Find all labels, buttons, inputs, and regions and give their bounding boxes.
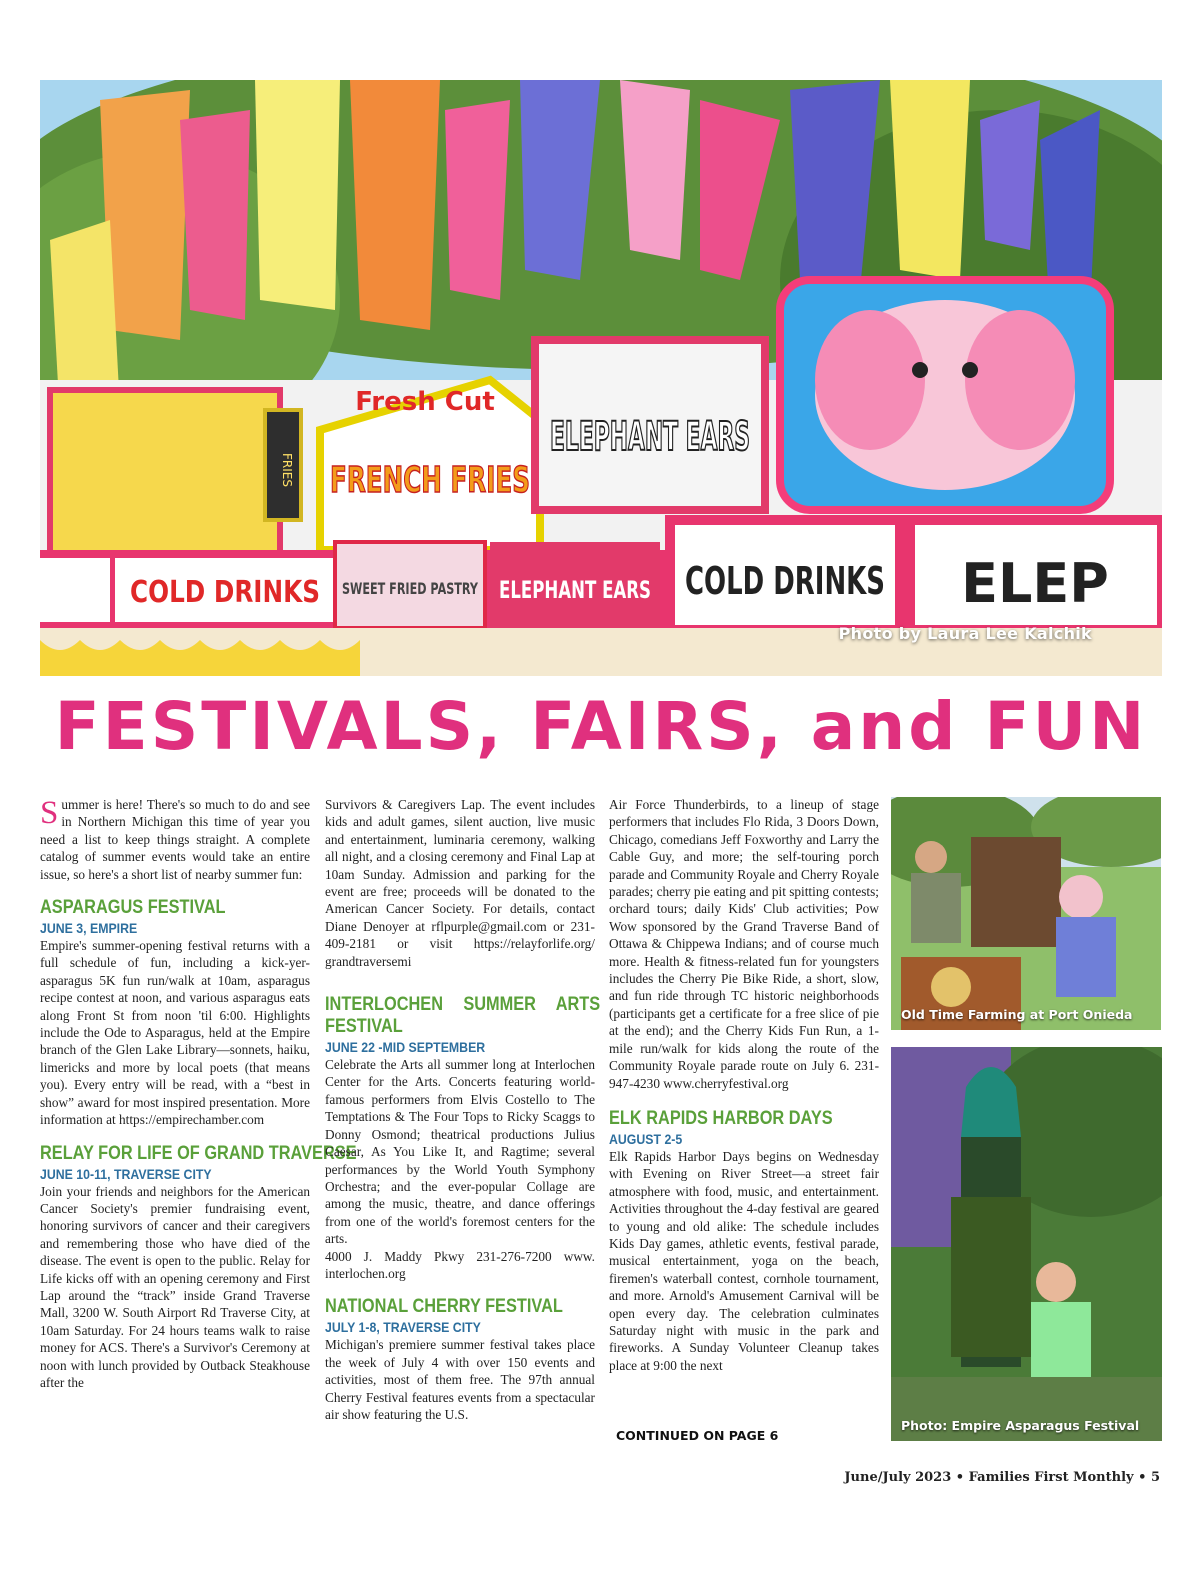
elephant-ears-small-sign: ELEPHANT EARS bbox=[499, 576, 651, 604]
elep-sign: ELEP bbox=[961, 552, 1109, 615]
section-date-elk-rapids: AUGUST 2-5 bbox=[609, 1130, 683, 1147]
sweet-fried-pastry-sign: SWEET FRIED PASTRY bbox=[342, 579, 479, 598]
article-column-1 bbox=[40, 795, 357, 1391]
photo-asparagus-festival bbox=[891, 1047, 1162, 1441]
cold-drinks-small-sign: COLD DRINKS bbox=[130, 575, 320, 610]
section-title-relay: RELAY FOR LIFE OF GRAND TRAVERSE bbox=[40, 1142, 357, 1164]
french-fries-sign: FRENCH FRIES bbox=[330, 460, 530, 501]
page-footer: June/July 2023 • Families First Monthly • 5 bbox=[844, 1470, 1160, 1485]
hero-photo bbox=[40, 80, 1162, 676]
article-column-2 bbox=[325, 796, 601, 1423]
section-body-relay-continued: Survivors & Caregivers Lap. The event includes kids and adult games, silent auction, live music and entertainment, luminaria ceremony, walking all night, and a closing ceremony and Final Lap at 10am Sunday. Admission and parking for the event are free; proceeds will be donated to the American Cancer Society. For details, contact Diane Denoyer at rflpurple@gmail.com or 231-409-2181 or visit https://relayforlife.org/ grandtraversemi bbox=[325, 797, 595, 969]
section-title-elk-rapids: ELK RAPIDS HARBOR DAYS bbox=[609, 1107, 833, 1129]
asparagus-festival-photo-illustration bbox=[891, 1047, 1162, 1441]
continued-notice: CONTINUED ON PAGE 6 bbox=[616, 1428, 779, 1443]
drop-cap: S bbox=[40, 795, 59, 831]
caption-farming: Old Time Farming at Port Onieda bbox=[901, 1007, 1133, 1022]
section-body-cherry: Michigan's premiere summer festival takes place the week of July 4 with over 150 events and activities, most of them free. The 97th annual Cherry Festival features events from a spectacular air show featuring the U.S. bbox=[325, 1337, 595, 1422]
section-date-cherry: JULY 1-8, TRAVERSE CITY bbox=[325, 1319, 481, 1336]
section-title-asparagus: ASPARAGUS FESTIVAL bbox=[40, 897, 226, 919]
section-date-interlochen: JUNE 22 -MID SEPTEMBER bbox=[325, 1039, 486, 1056]
fresh-cut-sign: Fresh Cut bbox=[355, 387, 495, 417]
carnival-booths-illustration bbox=[40, 80, 1162, 676]
farming-photo-illustration bbox=[891, 797, 1161, 1030]
cold-drinks-sign: COLD DRINKS bbox=[685, 559, 885, 603]
section-date-asparagus: JUNE 3, EMPIRE bbox=[40, 920, 138, 937]
photo-credit: Photo by Laura Lee Kalchik bbox=[838, 624, 1092, 643]
page-headline: FESTIVALS, FAIRS, and FUN bbox=[54, 688, 1148, 765]
section-contact-interlochen: 4000 J. Maddy Pkwy 231-276-7200 www. interlochen.org bbox=[325, 1248, 595, 1281]
section-body-relay: Join your friends and neighbors for the American Cancer Society's premier fundraising event, honoring survivors of cancer and their caregivers and remembering those who have died of the disease. The event is open to the public. Relay for Life kicks off with an opening ceremony and First Lap around the “track” inside Grand Traverse Mall, 3200 W. South Airport Rd Traverse City, at 10am Saturday. For 24 hours teams walk to raise money for ACS. There's a Survivor's Ceremony at noon with lunch provided by Outback Steakhouse after the bbox=[40, 1183, 310, 1390]
section-title-cherry: NATIONAL CHERRY FESTIVAL bbox=[325, 1296, 563, 1318]
article-column-3 bbox=[609, 796, 879, 1374]
section-body-cherry-continued: Air Force Thunderbirds, to a lineup of stage performers that includes Flo Rida, 3 Doors Down, Chicago, comedians Jeff Foxworthy and Larry the Cable Guy, and more; the self-touring porch parade and Community Royale and Cherry Royale parades; cherry pie eating and pit spitting contests; orchard tours; daily Kids' Club activities; Pow Wow sponsored by the Grand Traverse Band of Ottawa & Chippewa Indians; and of course much more. Health & fitness-related fun for youngsters includes the Cherry Pie Bike Ride, a short, slow, and fun ride through TC historic neighborhoods (participants get a certificate for a free slice of pie at the end); and the Cherry Kids Fun Run, a 1-mile run/walk for kids along the route of the Community Royale parade route on July 6. 231-947-4230 www.cherryfestival.org bbox=[609, 797, 879, 1091]
fries-vertical-sign: FRIES bbox=[280, 453, 294, 487]
intro-paragraph: Summer is here! There's so much to do and see in Northern Michigan this time of year you need a list to keep things straight. A complete catalog of summer events would take an entire issue, so here's a short list of nearby summer fun: bbox=[40, 795, 310, 882]
elephant-ears-sign: ELEPHANT EARS bbox=[550, 414, 750, 460]
section-body-interlochen: Celebrate the Arts all summer long at Interlochen Center for the Arts. Concerts featuring world-famous performers from Elvis Costello to The Temptations & The Four Tops to Ricky Scaggs to Donny Osmond; theatrical productions Julius Caesar, As You Like It, and Ragtime; several performances by the World Youth Symphony Orchestra; and the ever-popular Collage are among the music, theatre, and dance offerings from one of the world's foremost centers for the arts. bbox=[325, 1057, 595, 1247]
section-title-interlochen: INTERLOCHEN SUMMER ARTS FESTIVAL bbox=[325, 994, 601, 1038]
photo-old-time-farming bbox=[891, 797, 1161, 1030]
section-date-relay: JUNE 10-11, TRAVERSE CITY bbox=[40, 1165, 212, 1182]
section-body-asparagus: Empire's summer-opening festival returns with a full schedule of fun, including a kick-yer-asparagus 5K fun run/walk at 10am, asparagus recipe contest at noon, and various asparagus eats along Front St from noon 'til 6:00. Highlights include the Ode to Asparagus, held at the Empire branch of the Glen Lake Library—sonnets, haiku, limericks and more by local poets (that means you). Every entry will be read, with a “best in show” award for most inspired presentation. More information at https://empirechamber.com bbox=[40, 938, 310, 1128]
caption-asparagus: Photo: Empire Asparagus Festival bbox=[901, 1418, 1140, 1433]
section-body-elk-rapids: Elk Rapids Harbor Days begins on Wednesday with Evening on River Street—a street fair atmosphere with food, music, and entertainment. Activities throughout the 4-day festival are geared to young and old alike: The schedule includes Kids Day games, athletic events, festival parade, musical entertainment, yoga on the beach, firemen's waterball contest, cornhole tournament, and more. Arnold's Amusement Carnival will be open every day. The celebration culminates Saturday night with music in the park and fireworks. A Sunday Volunteer Cleanup takes place at 9:00 the next bbox=[609, 1148, 879, 1373]
